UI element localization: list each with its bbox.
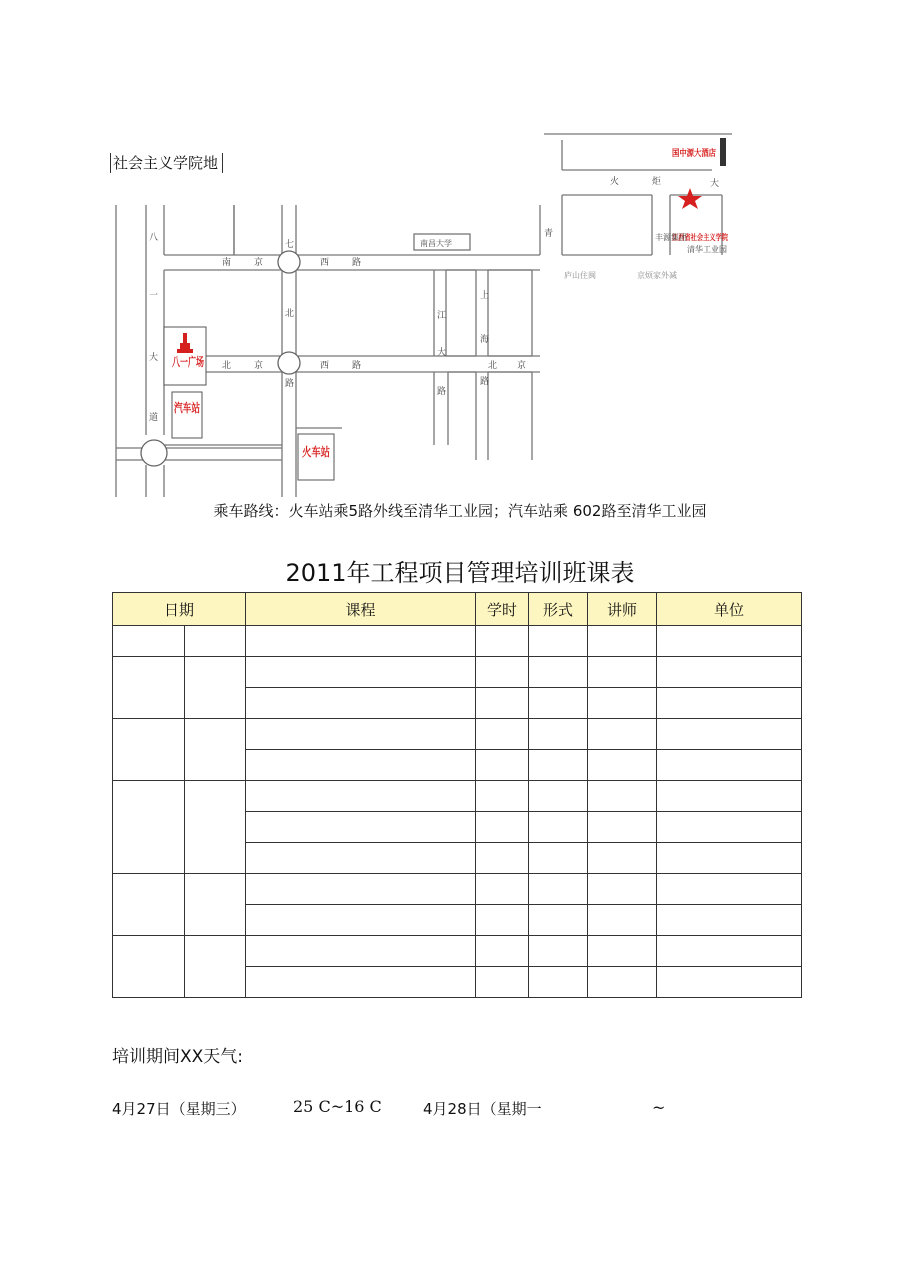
header-date: 日期	[113, 593, 246, 626]
header-hours: 学时	[476, 593, 529, 626]
weather-title: 培训期间XX天气:	[112, 1047, 244, 1067]
nanchang-university-label: 南昌大学	[420, 239, 452, 248]
schedule-title: 2011年工程项目管理培训班课表	[285, 559, 635, 587]
svg-text:道: 道	[149, 413, 159, 423]
location-map	[112, 130, 732, 500]
header-unit: 单位	[657, 593, 802, 626]
weather-day2-date: 4月28日（星期一	[423, 1100, 542, 1118]
svg-text:北: 北	[285, 309, 295, 319]
svg-text:青: 青	[544, 229, 554, 239]
svg-text:火: 火	[610, 177, 620, 187]
jingjiu-label: 京烦家外减	[637, 271, 677, 280]
svg-text:江: 江	[437, 311, 447, 321]
lushan-label: 庐山住闽	[564, 271, 596, 280]
svg-text:炬: 炬	[652, 177, 662, 187]
star-icon	[678, 188, 702, 209]
table-row	[113, 719, 802, 750]
bus-station-label: 汽车站	[174, 401, 211, 415]
svg-text:大: 大	[437, 348, 447, 358]
schedule-table	[112, 592, 802, 998]
header-format: 形式	[529, 593, 588, 626]
weather-day1-date: 4月27日（星期三）	[112, 1100, 246, 1118]
svg-text:路: 路	[352, 258, 362, 268]
table-row	[113, 781, 802, 812]
svg-text:京: 京	[254, 361, 264, 371]
weather-day1-temp: 25 C~16 C	[293, 1097, 382, 1116]
svg-text:路: 路	[480, 377, 490, 387]
header-lecturer: 讲师	[588, 593, 657, 626]
table-header-row	[113, 593, 802, 626]
tsinghua-park-label: 清华工业园	[687, 245, 727, 254]
svg-text:大: 大	[149, 353, 159, 363]
institute-label: 江西省社会主义学院	[672, 232, 729, 242]
svg-text:北: 北	[488, 361, 498, 371]
fengyuan-label: 丰源集团	[655, 233, 687, 242]
table-row	[113, 936, 802, 967]
svg-text:西: 西	[320, 361, 330, 371]
train-station-label: 火车站	[302, 445, 339, 459]
svg-text:一: 一	[149, 291, 159, 301]
svg-text:海: 海	[480, 335, 490, 345]
header-course: 课程	[246, 593, 476, 626]
weather-day2-temp: ~	[652, 1098, 666, 1117]
table-row	[113, 874, 802, 905]
svg-text:路: 路	[285, 379, 295, 389]
bayi-square-label: 八一广场	[172, 355, 221, 369]
hotel-label: 国中源大酒店	[672, 149, 727, 159]
table-row	[113, 657, 802, 688]
svg-text:路: 路	[352, 361, 362, 371]
svg-text:大: 大	[710, 179, 720, 189]
svg-text:路: 路	[437, 387, 447, 397]
svg-text:八: 八	[149, 233, 159, 243]
road-label: 南	[222, 258, 232, 268]
svg-text:七: 七	[285, 240, 295, 250]
svg-text:京: 京	[254, 258, 264, 268]
table-row	[113, 626, 802, 657]
svg-text:上: 上	[480, 291, 490, 301]
svg-text:西: 西	[320, 258, 330, 268]
svg-text:北: 北	[222, 361, 232, 371]
address-label: 社会主义学院地	[110, 153, 223, 173]
route-text: 乘车路线：火车站乘5路外线至清华工业园；汽车站乘 602路至清华工业园	[213, 502, 707, 520]
svg-text:京: 京	[517, 361, 527, 371]
